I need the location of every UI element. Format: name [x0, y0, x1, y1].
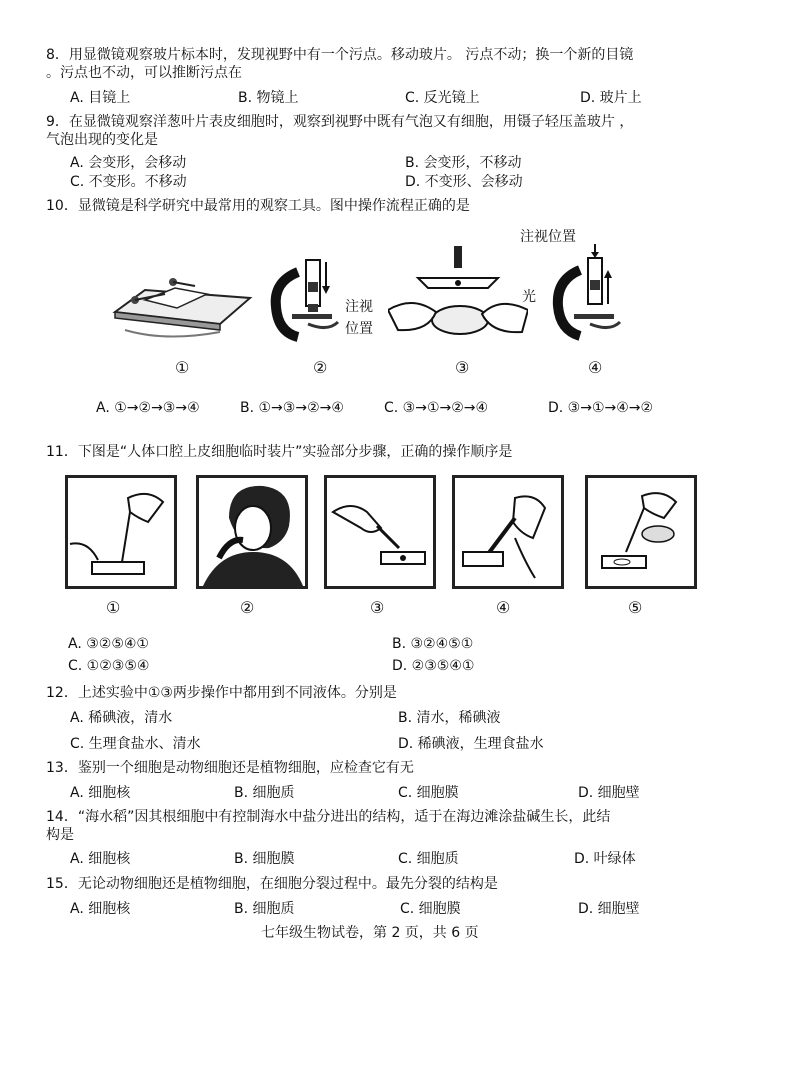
q13-stem: 13．鉴别一个细胞是动物细胞还是植物细胞，应检查它有无	[46, 760, 414, 776]
q10-figure-label-2: ②	[313, 358, 328, 377]
q13-option-a: A. 细胞核	[70, 785, 131, 801]
q9-stem-line2: 气泡出现的变化是	[46, 132, 158, 148]
q10-option-a: A. ①→②→③→④	[96, 400, 200, 416]
q10-figure-label-1: ①	[175, 358, 190, 377]
q11-stem: 11．下图是“人体口腔上皮细胞临时装片”实验部分步骤，正确的操作顺序是	[46, 444, 513, 460]
q10-option-c: C. ③→①→②→④	[384, 400, 489, 416]
q14-option-b: B. 细胞膜	[234, 851, 295, 867]
q13-option-d: D. 细胞壁	[578, 785, 640, 801]
q11-figure-label-1: ①	[106, 598, 121, 617]
q13-option-c: C. 细胞膜	[398, 785, 459, 801]
q12-stem: 12．上述实验中①③两步操作中都用到不同液体。分别是	[46, 685, 397, 701]
q11-figure-5	[585, 475, 697, 589]
q11-figure-label-2: ②	[240, 598, 255, 617]
q10-annotation-watch-2: 位置	[345, 321, 373, 337]
q8-option-c: C. 反光镜上	[405, 90, 480, 106]
q8-stem-line2: 。污点也不动，可以推断污点在	[46, 65, 242, 81]
q10-figure-1-stage	[105, 272, 253, 342]
q8-stem-line1: 8．用显微镜观察玻片标本时，发现视野中有一个污点。移动玻片。 污点不动；换一个新的目镜	[46, 47, 634, 63]
q9-option-a: A. 会变形，会移动	[70, 155, 187, 171]
q15-option-c: C. 细胞膜	[400, 901, 461, 917]
q9-option-c: C. 不变形。不移动	[70, 174, 187, 190]
q14-stem-line1: 14．“海水稻”因其根细胞中有控制海水中盐分进出的结构，适于在海边滩涂盐碱生长，此结	[46, 809, 611, 825]
q11-figure-label-3: ③	[370, 598, 385, 617]
q8-option-b: B. 物镜上	[238, 90, 299, 106]
q11-figure-label-5: ⑤	[628, 598, 643, 617]
q14-option-d: D. 叶绿体	[574, 851, 636, 867]
q11-option-b: B. ③②④⑤①	[392, 636, 474, 652]
q15-option-d: D. 细胞壁	[578, 901, 640, 917]
q15-stem: 15．无论动物细胞还是植物细胞，在细胞分裂过程中。最先分裂的结构是	[46, 876, 498, 892]
q11-figure-1	[65, 475, 177, 589]
q12-option-c: C. 生理食盐水、清水	[70, 736, 201, 752]
q14-option-a: A. 细胞核	[70, 851, 131, 867]
q10-option-d: D. ③→①→④→②	[548, 400, 654, 416]
q14-option-c: C. 细胞质	[398, 851, 459, 867]
q12-option-a: A. 稀碘液，清水	[70, 710, 173, 726]
q9-option-d: D. 不变形、会移动	[405, 174, 523, 190]
q11-option-c: C. ①②③⑤④	[68, 658, 150, 674]
q11-figure-3	[324, 475, 436, 589]
q15-option-a: A. 细胞核	[70, 901, 131, 917]
q11-option-a: A. ③②⑤④①	[68, 636, 149, 652]
q10-option-b: B. ①→③→②→④	[240, 400, 344, 416]
q10-annotation-watch-top: 注视位置	[520, 229, 576, 245]
q15-option-b: B. 细胞质	[234, 901, 295, 917]
page-footer: 七年级生物试卷，第 2 页，共 6 页	[261, 925, 479, 941]
q10-figure-label-3: ③	[455, 358, 470, 377]
q10-annotation-watch-1: 注视	[345, 299, 373, 315]
q9-stem-line1: 9．在显微镜观察洋葱叶片表皮细胞时，观察到视野中既有气泡又有细胞，用镊子轻压盖玻片 ，	[46, 114, 634, 130]
q13-option-b: B. 细胞质	[234, 785, 295, 801]
q10-figure-2-microscope	[268, 252, 352, 352]
q8-option-d: D. 玻片上	[580, 90, 642, 106]
q11-figure-2	[196, 475, 308, 589]
q11-option-d: D. ②③⑤④①	[392, 658, 475, 674]
q8-option-a: A. 目镜上	[70, 90, 131, 106]
q12-option-d: D. 稀碘液，生理食盐水	[398, 736, 544, 752]
q14-stem-line2: 构是	[46, 827, 74, 843]
q10-figure-4-microscope	[552, 244, 632, 350]
q10-figure-3-hands	[388, 240, 528, 340]
q10-figure-label-4: ④	[588, 358, 603, 377]
q9-option-b: B. 会变形，不移动	[405, 155, 522, 171]
q12-option-b: B. 清水，稀碘液	[398, 710, 501, 726]
q10-annotation-light: 光	[522, 289, 536, 305]
q11-figure-4	[452, 475, 564, 589]
q11-figure-label-4: ④	[496, 598, 511, 617]
q10-stem: 10．显微镜是科学研究中最常用的观察工具。图中操作流程正确的是	[46, 198, 470, 214]
